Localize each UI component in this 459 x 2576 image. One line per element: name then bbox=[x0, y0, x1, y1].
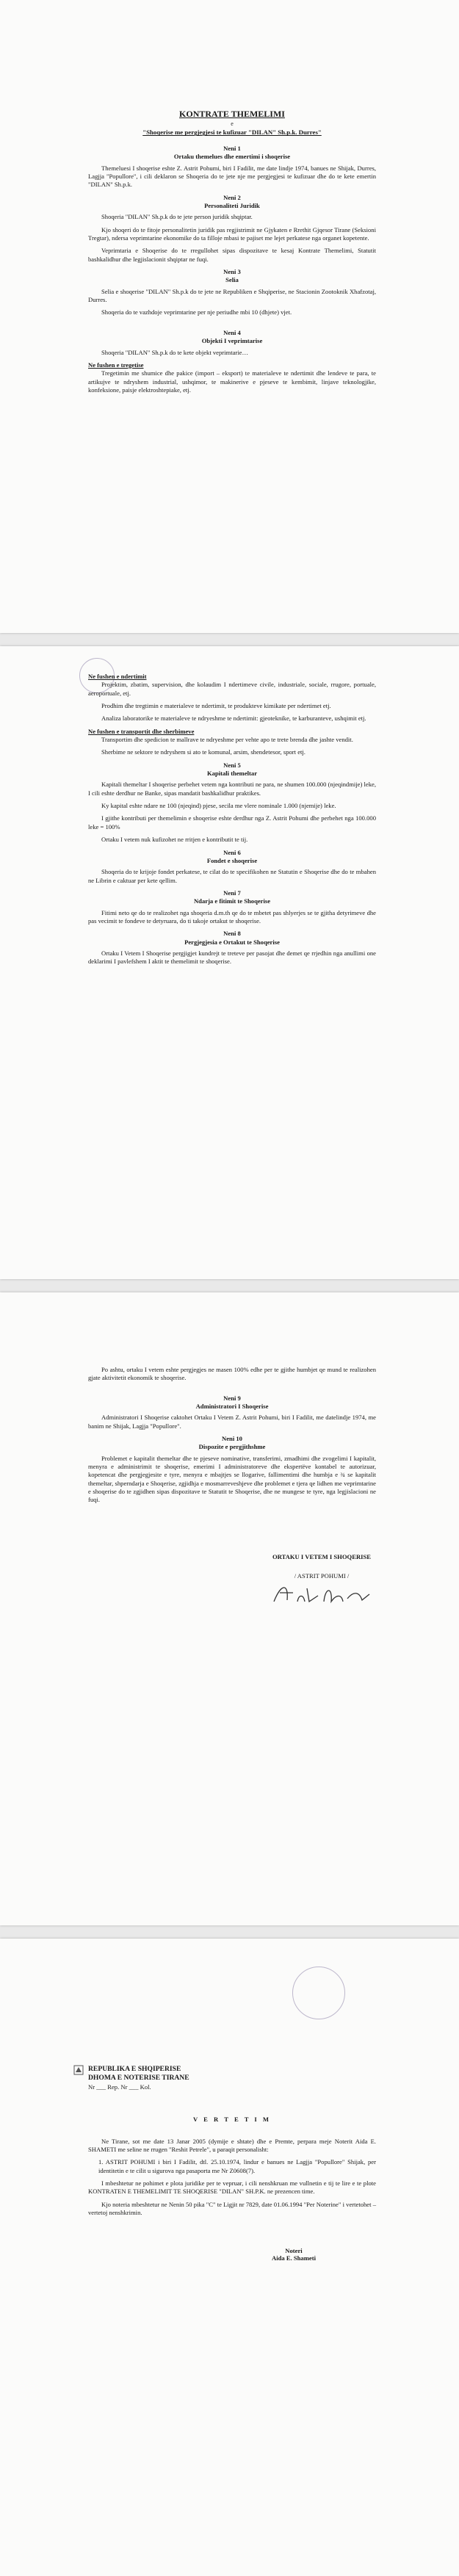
page-3 bbox=[0, 1292, 459, 1925]
article-paragraph: Problemet e kapitalit themeltar dhe te pjeseve nominative, transferimi, zmadhimi dhe zvogelimi I kapitalit, menyra e administrimit te shoqerise, emerimi I administratoreve dhe ekspertëve kontabel te autorizuar, kopetencat dhe pergjegjesite e tyre, menyra e mbajtjes se llogarive, fallimentimi dhe humbja e ¾ se kapitalit themeltar, shperndarja e Shoqerise, zgjidhja e mosmarreveshjeve dhe problemet e tjera qe lidhen me veprimtarine e shoqerise do te zgjidhen sipas dispozitave te Statutit te Shoqerise, dhe ne mungese te tyre, nga legjislacioni ne fuqi. bbox=[88, 1454, 376, 1504]
article-paragraph: Fitimi neto qe do te realizohet nga shoqeria d.m.th qe do te mbetet pas shlyerjes se te gjitha detyrimeve dhe pas vecimit te fondeve te detyruara, do ti takoje ortakut te shoqerise. bbox=[88, 908, 376, 925]
article-title: Pergjegjesia e Ortakut te Shoqerise bbox=[184, 938, 280, 946]
article-paragraph: Po ashtu, ortaku I vetem eshte pergjegjes ne masen 100% edhe per te gjithe humbjet qe mund te realizohen gjate aktivitetit ekonomik te shoqerise. bbox=[88, 1366, 376, 1382]
article-paragraph: Shoqeria "DILAN" Sh.p.k do te kete objekt veprimtarie… bbox=[101, 348, 249, 356]
handwritten-signature bbox=[267, 1580, 377, 1609]
article-paragraph: Selia e shoqerise "DILAN" Sh.p.k do te jete ne Republiken e Shqiperise, ne Stacionin Zootoknik Xhafzotaj, Durres. bbox=[88, 287, 376, 304]
section-subheading: Ne fushen e tregetise bbox=[88, 361, 144, 369]
article-heading: Neni 5 bbox=[223, 761, 241, 769]
article-paragraph: Themeluesi I shoqerise eshte Z. Astrit Pohumi, biri I Fadilit, me date lindje 1974, banues ne Shijak, Durres, Lagjja "Popullore", i cili deklaron se Shoqeria do te jete nje me pergjegjesi te kufizuar dhe do te kete emertin "DILAN" Sh.p.k. bbox=[88, 164, 376, 189]
certificate-title: V E R T E T I M bbox=[192, 2115, 272, 2123]
article-heading: Neni 8 bbox=[223, 930, 241, 938]
page-2 bbox=[0, 646, 459, 1279]
article-title: Kapitali themeltar bbox=[206, 770, 258, 778]
notary-label: Noteri bbox=[285, 2247, 303, 2254]
article-paragraph: Tregetimin me shumice dhe pakice (import – eksport) te materialeve te ndertimit dhe lendeve te para, te artikujve te ndryshem industrial, ushqimor, te makinerive e pjeseve te kembimit, linjave teknologjike, konfeksione, paisje elektroshtepiake, etj. bbox=[88, 369, 376, 394]
article-paragraph: Projektim, zbatim, supervision, dhe kolaudim I ndertimeve civile, industriale, sociale, rrugore, portuale, aeroportuale, etj. bbox=[88, 681, 376, 697]
article-heading: Neni 9 bbox=[223, 1394, 241, 1402]
certificate-paragraph: I mbeshtetur ne pohimet e plota juridike per te vepruar, i cili nenshkruan me vullnetin e tij te lire e te plote KONTRATEN E THEMELIMIT TE SHOQERISE "DILAN" SH.P.K. ne prezencen time. bbox=[88, 2179, 376, 2196]
page-4 bbox=[0, 1939, 459, 2576]
page-1 bbox=[0, 0, 459, 633]
article-heading: Neni 1 bbox=[223, 144, 241, 152]
emblem-icon bbox=[73, 2065, 84, 2075]
article-heading: Neni 3 bbox=[223, 268, 241, 276]
notary-header bbox=[88, 2065, 257, 2091]
section-subheading: Ne fushen e ndertimit bbox=[88, 673, 147, 680]
signature-label: ORTAKU I VETEM I SHOQERISE bbox=[272, 1553, 372, 1560]
article-paragraph: I gjithe kontributi per themelimin e shoqerise eshte derdhur nga Z. Astrit Pohumi dhe perbehet nga 100.000 leke = 100% bbox=[88, 814, 376, 831]
article-title: Administratori I Shoqerise bbox=[195, 1403, 269, 1411]
article-paragraph: Administratori I Shoqerise caktohet Ortaku I Vetem Z. Astrit Pohumi, biri I Fadilit, me datelindje 1974, me banim ne Shijak, Lagjja "Popullore". bbox=[88, 1414, 376, 1430]
article-paragraph: Shoqeria do te krijoje fondet perkatese, te cilat do te specifikohen ne Statutin e Shoqerise dhe do te mbahen ne Librin e caktuar per kete qellim. bbox=[88, 868, 376, 884]
page-3-text bbox=[88, 1366, 376, 1509]
certificate-party: 1. ASTRIT POHUMI i biri I Fadilit, dtl. 25.10.1974, lindur e banues ne Lagjja "Popullore" Shijak, per identitetin e te cilit u sigurova nga pasaporta me Nr Z0608(7). bbox=[98, 2158, 376, 2174]
certificate-paragraph: Ne Tirane, sot me date 13 Janar 2005 (dymije e shtate) dhe e Premte, perpara meje Noterit Aida E. SHAMETI me seline ne rrugen "Reshit Petrele", u paraqit personalisht: bbox=[88, 2137, 376, 2153]
article-paragraph: Veprimtaria e Shoqerise do te rregullohet sipas dispozitave te kesaj Kontrate Themelimi, Statutit bashkalidhur dhe legjislacionit shqiptar ne fuqi. bbox=[88, 247, 376, 263]
article-title: Dispozite e pergjithshme bbox=[198, 1443, 266, 1451]
article-paragraph: Transportim dhe spedicion te mallrave te ndryeshme per vehte apo te trete brenda dhe jashte vendit. bbox=[101, 736, 353, 744]
article-title: Fondet e shoqerise bbox=[206, 856, 258, 864]
notary-signature-block bbox=[220, 2247, 367, 2262]
article-title: Ndarja e fitimit te Shoqerise bbox=[193, 897, 271, 905]
section-subheading: Ne fushen e transportit dhe sherbimeve bbox=[88, 727, 195, 735]
article-heading: Neni 7 bbox=[223, 889, 241, 897]
article-paragraph: Prodhim dhe tregtimin e materialeve te ndertimit, te produkteve kimikate per ndertimet etj. bbox=[101, 702, 331, 710]
article-heading: Neni 10 bbox=[222, 1435, 242, 1443]
article-paragraph: Ky kapital eshte ndare ne 100 (njeqind) pjese, secila me vlere nominale 1.000 (njemije) leke. bbox=[101, 802, 336, 810]
article-paragraph: Kapitali themeltar I shoqerise perbehet vetem nga kontributi ne para, ne shumen 100.000 (njeqindmije) leke, I cili eshte derdhur ne Banke, sipas mandatit bashkalidhur praktikes. bbox=[88, 781, 376, 797]
document-subtitle: "Shoqerise me pergjegjesi te kufizuar "DILAN" Sh.p.k. Durres" bbox=[142, 129, 322, 137]
header-republic: REPUBLIKA E SHQIPERISE bbox=[88, 2065, 181, 2073]
notary-stamp bbox=[292, 1967, 345, 2019]
article-paragraph: Ortaku I Vetem I Shoqerise pergjigjet kundrejt te treteve per pasojat dhe demet qe rrjedhin nga anullimi one deklarimi I pavlefshem I aktit te themelimit te shoqerise. bbox=[88, 949, 376, 966]
article-paragraph: Shoqeria "DILAN" Sh.p.k do te jete person juridik shqiptar. bbox=[101, 213, 253, 221]
signatory-name: / ASTRIT POHUMI / bbox=[294, 1572, 350, 1580]
article-title: Ortaku themelues dhe emertimi i shoqerise bbox=[173, 153, 291, 161]
page-1-text bbox=[88, 109, 376, 399]
page-2-text bbox=[88, 668, 376, 971]
article-heading: Neni 2 bbox=[223, 193, 241, 201]
notary-name: Aida E. Shameti bbox=[272, 2254, 316, 2262]
certificate-paragraph: Kjo noteria mbeshtetur ne Nenin 50 pika "C" te Ligjit nr 7829, date 01.06.1994 "Per Noterine" i vertetohet – vertetoj nenshkrimin. bbox=[88, 2200, 376, 2216]
article-title: Selia bbox=[225, 276, 239, 284]
header-chamber: DHOMA E NOTERISE TIRANE bbox=[88, 2074, 189, 2083]
article-paragraph: Analiza laboratorike te materialeve te ndryeshme te ndertimit: gjeoteknike, te karburanteve, ushqimit etj. bbox=[101, 714, 366, 723]
article-title: Personaliteti Juridik bbox=[204, 202, 260, 210]
title-connector: e bbox=[231, 120, 234, 127]
article-paragraph: Shoqeria do te vazhdoje veprimtarine per nje periudhe mbi 10 (dhjete) vjet. bbox=[101, 308, 292, 316]
page-4-text bbox=[88, 2109, 376, 2221]
article-title: Objekti I veprimtarise bbox=[201, 337, 263, 345]
article-paragraph: Ortaku I vetem nuk kufizohet ne rritjen e kontributit te tij. bbox=[101, 836, 248, 844]
article-heading: Neni 4 bbox=[223, 328, 241, 336]
article-paragraph: Sherbime ne sektore te ndryshem si ato te komunal, arsim, shendetesor, sport etj. bbox=[101, 748, 306, 756]
article-paragraph: Kjo shoqeri do te fitoje personalitetin juridik pas regjistrimit ne Gjykaten e Rrethit Gjqesor Tirane (Seksioni Tregtar), ndersa veprimtarine ekonomike do ta filloje mbasi te pajiset me lejet perkatese nga organet kopetente. bbox=[88, 225, 376, 242]
header-reference: Nr ___ Rep. Nr ___ Kol. bbox=[88, 2083, 151, 2091]
signature-block bbox=[248, 1553, 395, 1610]
document-title: KONTRATE THEMELIMI bbox=[179, 109, 285, 119]
article-heading: Neni 6 bbox=[223, 848, 241, 856]
